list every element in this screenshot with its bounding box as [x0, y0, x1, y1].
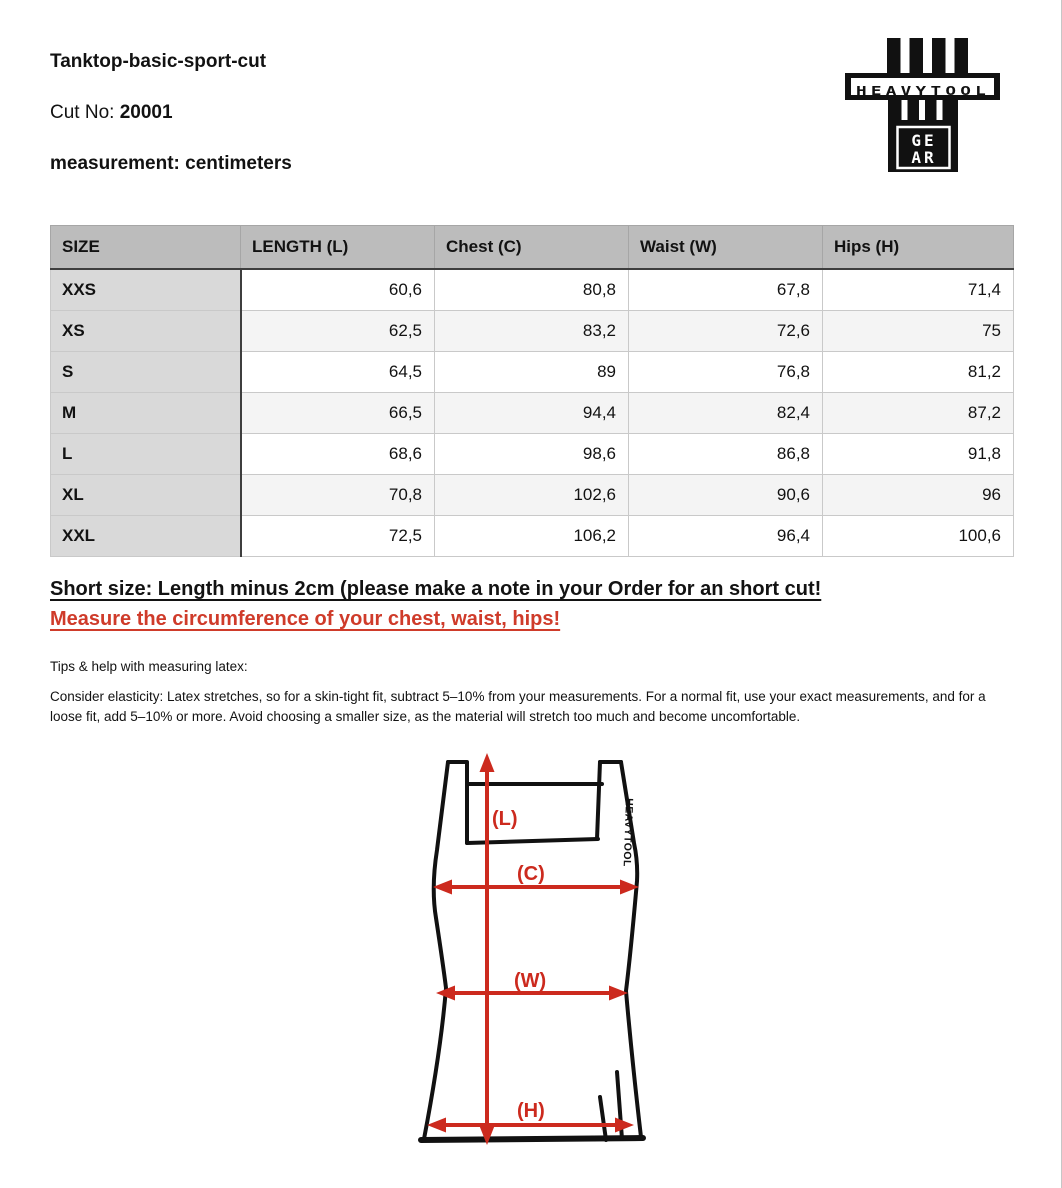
value-cell: 83,2 — [435, 311, 629, 352]
value-cell: 70,8 — [241, 475, 435, 516]
measurement-arrows — [427, 753, 639, 1145]
size-cell: XS — [51, 311, 241, 352]
value-cell: 60,6 — [241, 269, 435, 311]
page-title: Tanktop-basic-sport-cut — [50, 51, 267, 72]
slit-mark — [600, 1097, 606, 1140]
value-cell: 71,4 — [823, 269, 1014, 311]
table-row — [51, 475, 1014, 516]
size-table — [50, 225, 1014, 557]
heavytool-logo-icon — [845, 28, 1000, 178]
value-cell: 72,6 — [629, 311, 823, 352]
value-cell: 67,8 — [629, 269, 823, 311]
heavytool-logo — [845, 28, 1000, 183]
value-cell: 102,6 — [435, 475, 629, 516]
size-cell: XXS — [51, 269, 241, 311]
tanktop-diagram-icon — [410, 748, 730, 1168]
logo-gear-bottom-text: AR — [911, 148, 937, 167]
value-cell: 64,5 — [241, 352, 435, 393]
tips-heading: Tips & help with measuring latex: — [50, 659, 248, 674]
value-cell: 75 — [823, 311, 1014, 352]
size-cell: S — [51, 352, 241, 393]
size-cell: L — [51, 434, 241, 475]
table-row — [51, 311, 1014, 352]
short-size-note: Short size: Length minus 2cm (please make a note in your Order for an short cut! — [50, 578, 822, 600]
value-cell: 68,6 — [241, 434, 435, 475]
value-cell: 87,2 — [823, 393, 1014, 434]
value-cell: 62,5 — [241, 311, 435, 352]
value-cell: 82,4 — [629, 393, 823, 434]
cut-number-label: Cut No: — [50, 102, 120, 123]
value-cell: 96 — [823, 475, 1014, 516]
cut-number-line — [50, 103, 173, 122]
value-cell: 72,5 — [241, 516, 435, 557]
measurement-unit: measurement: centimeters — [50, 153, 292, 174]
logo-brand-text: HEAVYTOOL — [856, 83, 990, 98]
value-cell: 96,4 — [629, 516, 823, 557]
size-cell: XXL — [51, 516, 241, 557]
tips-body: Consider elasticity: Latex stretches, so for a skin-tight fit, subtract 5–10% from your measurements. For a normal fit, use your exact measurements, and for a loose fit, add 5–10% or more. Avoid choosing a smaller size, as the material will stretch too much and become uncomfortable. — [50, 689, 986, 724]
table-row — [51, 393, 1014, 434]
table-row — [51, 516, 1014, 557]
table-row — [51, 352, 1014, 393]
column-header-chest: Chest (C) — [435, 226, 629, 270]
tanktop-outline — [421, 762, 643, 1140]
hips-label: (H) — [517, 1100, 545, 1122]
measure-note: Measure the circumference of your chest, waist, hips! — [50, 608, 561, 630]
table-header-row — [51, 226, 1014, 270]
value-cell: 66,5 — [241, 393, 435, 434]
hem-line — [421, 1138, 643, 1140]
value-cell: 76,8 — [629, 352, 823, 393]
diagram-brand-text: HEAVYTOOL — [620, 797, 635, 868]
cut-number-value: 20001 — [119, 102, 173, 123]
size-cell: M — [51, 393, 241, 434]
length-label: (L) — [492, 808, 518, 830]
logo-gear-top-text: GE — [911, 131, 937, 150]
column-header-waist: Waist (W) — [629, 226, 823, 270]
value-cell: 86,8 — [629, 434, 823, 475]
value-cell: 106,2 — [435, 516, 629, 557]
value-cell: 80,8 — [435, 269, 629, 311]
tanktop-measurement-diagram — [410, 748, 730, 1173]
column-header-size: SIZE — [51, 226, 241, 270]
table-row — [51, 269, 1014, 311]
table-row — [51, 434, 1014, 475]
column-header-length: LENGTH (L) — [241, 226, 435, 270]
value-cell: 89 — [435, 352, 629, 393]
value-cell: 81,2 — [823, 352, 1014, 393]
value-cell: 98,6 — [435, 434, 629, 475]
waist-label: (W) — [514, 970, 547, 992]
value-cell: 94,4 — [435, 393, 629, 434]
value-cell: 100,6 — [823, 516, 1014, 557]
column-header-hips: Hips (H) — [823, 226, 1014, 270]
chest-label: (C) — [517, 863, 545, 885]
value-cell: 91,8 — [823, 434, 1014, 475]
value-cell: 90,6 — [629, 475, 823, 516]
size-cell: XL — [51, 475, 241, 516]
